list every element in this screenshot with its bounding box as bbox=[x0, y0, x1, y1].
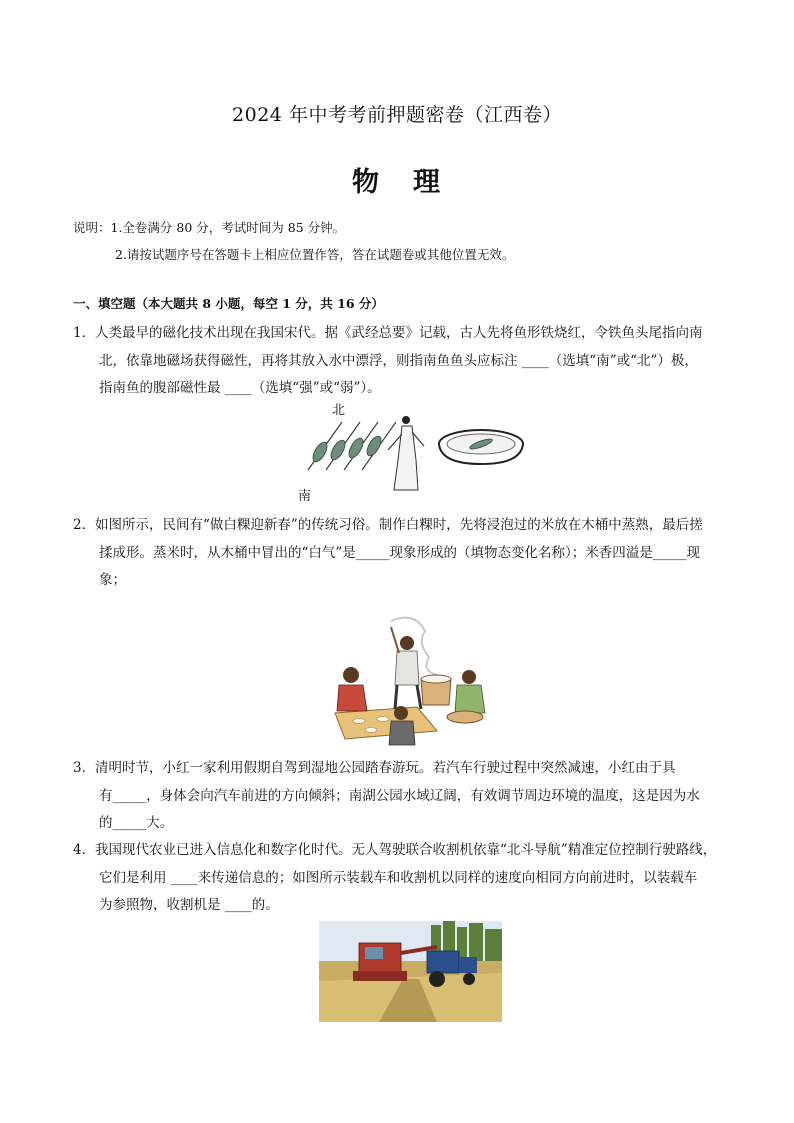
rice-cake-making-figure bbox=[325, 613, 495, 748]
question-2-line-3: 象； bbox=[99, 572, 126, 588]
harvester-photo bbox=[319, 921, 502, 1022]
instructions-line-2: 2.请按试题序号在答题卡上相应位置作答，答在试题卷或其他位置无效。 bbox=[115, 247, 515, 262]
worker-right bbox=[447, 670, 485, 723]
subject-char-1: 物 bbox=[352, 167, 381, 198]
worker-left bbox=[337, 667, 367, 711]
subject-heading bbox=[0, 160, 794, 199]
question-3-number: 3． bbox=[73, 760, 96, 776]
ancient-figure bbox=[388, 416, 424, 490]
rice-bucket bbox=[421, 675, 451, 705]
question-4-line-2: 它们是利用 ____来传递信息的；如图所示装载车和收割机以同样的速度向相同方向前进时，以装载车 bbox=[99, 870, 698, 886]
north-label: 北 bbox=[332, 403, 346, 418]
south-label: 南 bbox=[298, 489, 312, 504]
question-1-line-2: 北，依靠地磁场获得磁性，再将其放入水中漂浮，则指南鱼鱼头应标注 ____（选填“南”或“北”）极， bbox=[99, 353, 698, 369]
worker-pounding bbox=[391, 627, 421, 709]
subject-char-2: 理 bbox=[413, 167, 442, 198]
question-4-line-3: 为参照物，收割机是 ____的。 bbox=[99, 897, 279, 913]
question-3-line-3: 的_____大。 bbox=[99, 815, 174, 831]
instructions-line-1: 说明：1.全卷满分 80 分，考试时间为 85 分钟。 bbox=[73, 220, 346, 235]
exam-title: 2024 年中考考前押题密卷（江西卷） bbox=[232, 104, 562, 126]
section-heading: 一、填空题（本大题共 8 小题，每空 1 分，共 16 分） bbox=[73, 296, 384, 311]
question-3-line-2: 有_____，身体会向汽车前进的方向倾斜；南湖公园水域辽阔，有效调节周边环境的温度，这是因为水 bbox=[99, 788, 700, 804]
question-2-number: 2． bbox=[73, 517, 96, 533]
question-2-line-2: 揉成形。蒸米时，从木桶中冒出的“白气”是_____现象形成的（填物态变化名称）；米香四溢是_____现 bbox=[99, 545, 701, 561]
question-1-number: 1． bbox=[73, 325, 96, 341]
question-3-line-1: 3．清明时节，小红一家利用假期自驾到湿地公园踏春游玩。若汽车行驶过程中突然减速，小红由于具 bbox=[73, 756, 676, 776]
question-1-line-3: 指南鱼的腹部磁性最 ____（选填“强”或“弱”）。 bbox=[99, 380, 381, 396]
question-1-line-1: 1．人类最早的磁化技术出现在我国宋代。据《武经总要》记载，古人先将鱼形铁烧红，令铁鱼头尾指向南 bbox=[73, 321, 703, 341]
question-2-line-1: 2．如图所示，民间有“做白粿迎新春”的传统习俗。制作白粿时，先将浸泡过的米放在木桶中蒸熟，最后搓 bbox=[73, 513, 703, 533]
question-4-line-1: 4．我国现代农业已进入信息化和数字化时代。无人驾驶联合收割机依靠“北斗导航”精准定位控制行驶路线， bbox=[73, 838, 716, 858]
compass-bowl bbox=[439, 430, 523, 464]
compass-fish-figure bbox=[296, 398, 536, 506]
iron-fish-group bbox=[310, 434, 384, 464]
question-4-number: 4． bbox=[73, 842, 96, 858]
